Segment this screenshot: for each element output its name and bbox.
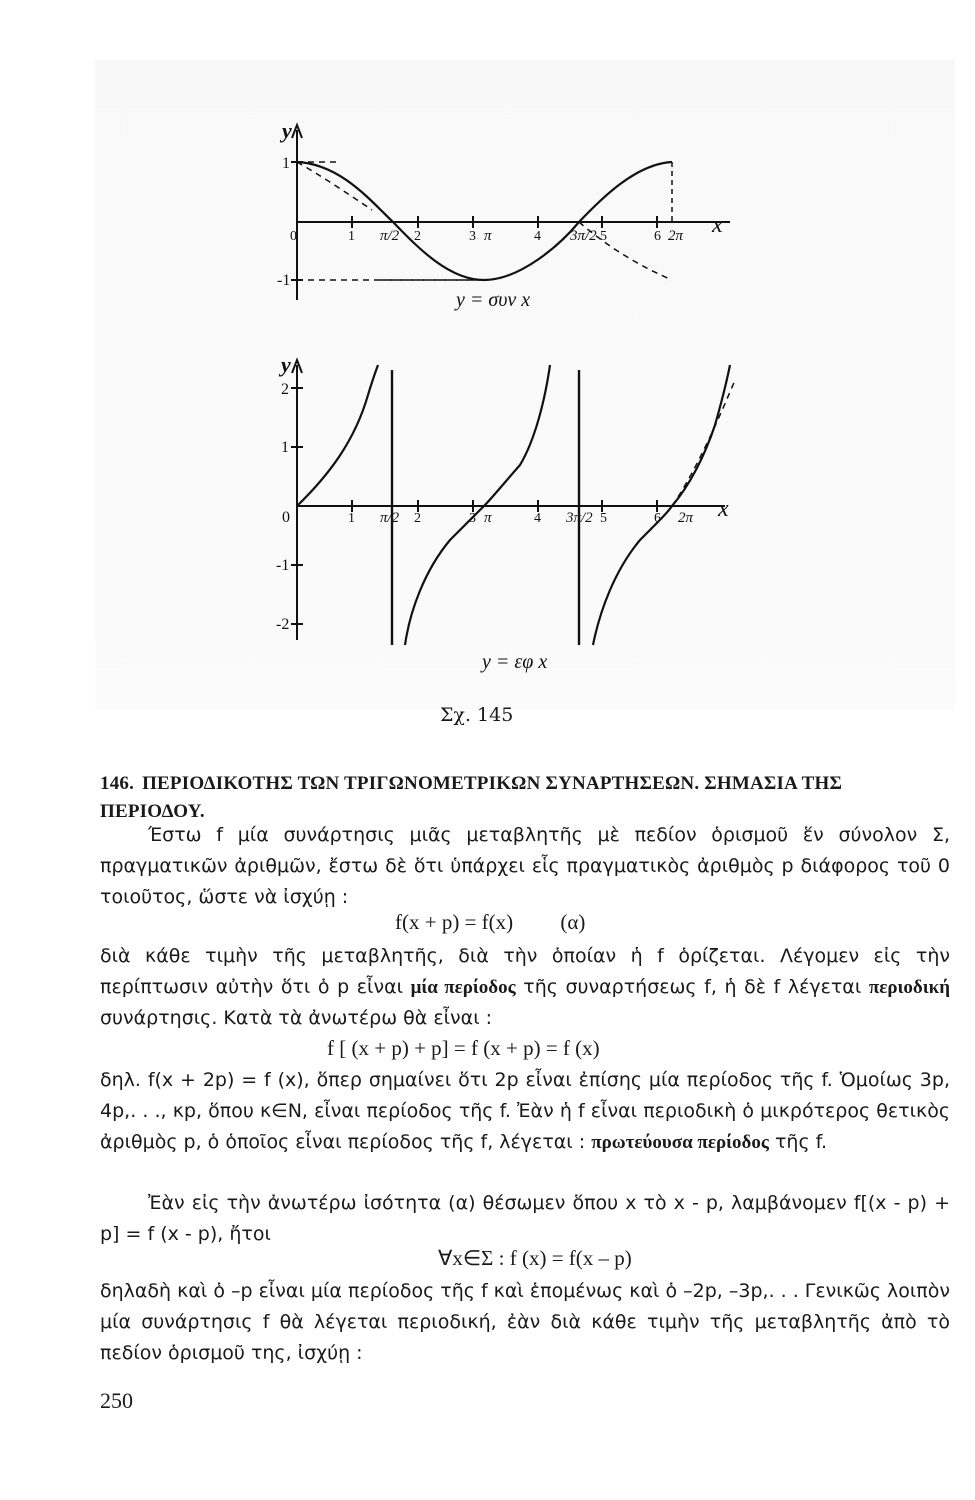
paragraph-5: δηλαδὴ καὶ ὁ –p εἶναι μία περίοδος τῆς f καὶ ἑπομένως καὶ ὁ –2p, –3p,. . . Γενικῶς λοιπὸν μία συνάρτησις f θὰ λέγεται περιοδική, ἐὰν διὰ κάθε τιμὴν τῆς μεταβλητῆς ἀπὸ τὸ πεδίον ὁρισμοῦ της, ἰσχύῃ : — [100, 1280, 950, 1364]
cos-xtick-3: 3 — [469, 229, 476, 244]
term-proteuousa-periodos: πρωτεύουσα περίοδος — [591, 1132, 769, 1153]
cos-function-label: y = συν x — [456, 289, 531, 311]
cos-xtick-5: 5 — [600, 229, 607, 244]
paragraph-2-text-a: διὰ κάθε τιμὴν τῆς μεταβλητῆς, διὰ τὴν ὁποίαν ἡ f ὁρίζεται. Λέγομεν εἰς τὴν περίπτωσιν αὐτὴν ὅτι ὁ p εἶναι — [100, 945, 950, 998]
paragraph-4: Ἐὰν εἰς τὴν ἀνωτέρω ἰσότητα (α) θέσωμεν ὅπου x τὸ x - p, λαμβάνομεν f[(x - p) + p] = f (x - p), ἤτοι — [100, 1192, 950, 1245]
tan-xtick-pi2: π/2 — [380, 510, 400, 526]
equation-alpha-body: f(x + p) = f(x) — [395, 910, 514, 934]
paragraph-2-text-c: συνάρτησις. Κατὰ τὰ ἀνωτέρω θὰ εἶναι : — [100, 1007, 493, 1029]
tan-xtick-6: 6 — [654, 511, 661, 526]
cos-x-label: x — [712, 212, 723, 238]
tan-x-label: x — [718, 496, 729, 522]
tan-ytick-1: 1 — [281, 439, 289, 456]
page-number: 250 — [100, 1388, 133, 1413]
paragraph-3-text-a: δηλ. f(x + 2p) = f (x), ὅπερ σημαίνει ὅτι 2p εἶναι ἐπίσης μία περίοδος τῆς f. Ὁμοίως 3p, 4p,. . ., κp, ὅπου κ∈N, εἶναι περίοδος τῆς f. Ἐὰν ἡ f εἶναι περιοδικὴ ὁ μικρότερος θετικὸς ἀριθμὸς p, ὁ ὁποῖος εἶναι περίοδος τῆς f, λέγεται : — [100, 1069, 950, 1153]
tan-xtick-3: 3 — [469, 511, 476, 526]
cos-xtick-2pi: 2π — [668, 228, 684, 244]
section-title: ΠΕΡΙΟΔΙΚΟΤΗΣ ΤΩΝ ΤΡΙΓΩΝΟΜΕΤΡΙΚΩΝ ΣΥΝΑΡΤΗΣΕΩΝ. ΣΗΜΑΣΙΑ ΤΗΣ ΠΕΡΙΟΔΟΥ. — [100, 773, 843, 822]
tan-branch-1 — [297, 365, 378, 506]
tan-xtick-2pi: 2π — [678, 510, 694, 526]
cos-xtick-2: 2 — [414, 229, 421, 244]
tan-xtick-2: 2 — [414, 511, 421, 526]
cos-ytick-1: 1 — [282, 155, 290, 172]
tan-ytick-0: 0 — [282, 509, 290, 526]
paragraph-3 — [100, 1065, 950, 1158]
tan-function-label: y = εφ x — [482, 651, 548, 673]
tan-y-label: y — [281, 352, 291, 377]
term-mia-periodos: μία περίοδος — [410, 977, 516, 998]
tan-dashed — [672, 380, 735, 506]
tan-ytick-2: 2 — [281, 381, 289, 398]
equation-3: ∀x∈Σ : f (x) = f(x – p) — [438, 1246, 632, 1270]
figure-caption: Σχ. 145 — [440, 704, 514, 726]
tan-ytick-m1: -1 — [276, 557, 290, 574]
tan-ytick-m2: -2 — [276, 616, 290, 633]
tan-xtick-5: 5 — [600, 511, 607, 526]
cos-xtick-0: 0 — [290, 229, 297, 244]
tan-xtick-1: 1 — [348, 511, 355, 526]
equation-alpha-tag: (α) — [560, 910, 586, 934]
paragraph-2-text-b: τῆς συναρτήσεως f, ἡ δὲ f λέγεται — [523, 976, 862, 998]
equation-2: f [ (x + p) + p] = f (x + p) = f (x) — [327, 1036, 600, 1060]
cos-xtick-pi2: π/2 — [380, 228, 400, 244]
section-heading — [100, 770, 950, 826]
cos-xtick-4: 4 — [534, 229, 541, 244]
equation-alpha — [395, 910, 585, 935]
tan-xtick-pi: π — [484, 510, 492, 526]
cos-xtick-1: 1 — [348, 229, 355, 244]
paragraph-2 — [100, 941, 950, 1034]
figure-145 — [0, 0, 975, 700]
section-number: 146. — [100, 773, 135, 794]
cos-ytick-m1: -1 — [277, 272, 291, 289]
paragraph-1: Έστω f μία συνάρτησις μιᾶς μεταβλητῆς μὲ πεδίον ὁρισμοῦ ἕν σύνολον Σ, πραγματικῶν ἀριθμῶν, ἔστω δὲ ὅτι ὑπάρχει εἷς πραγματικὸς ἀριθμὸς p διάφορος τοῦ 0 τοιοῦτος, ὥστε νὰ ἰσχύῃ : — [100, 824, 950, 908]
cos-y-label: y — [282, 118, 292, 143]
tan-xtick-4: 4 — [534, 511, 541, 526]
cos-xtick-3pi2: 3π/2 — [570, 228, 597, 244]
tan-xtick-3pi2: 3π/2 — [566, 510, 593, 526]
paragraph-3-text-b: τῆς f. — [774, 1131, 827, 1153]
cos-xtick-pi: π — [484, 228, 492, 244]
term-periodiki: περιοδική — [868, 977, 951, 998]
cos-xtick-6: 6 — [654, 229, 661, 244]
